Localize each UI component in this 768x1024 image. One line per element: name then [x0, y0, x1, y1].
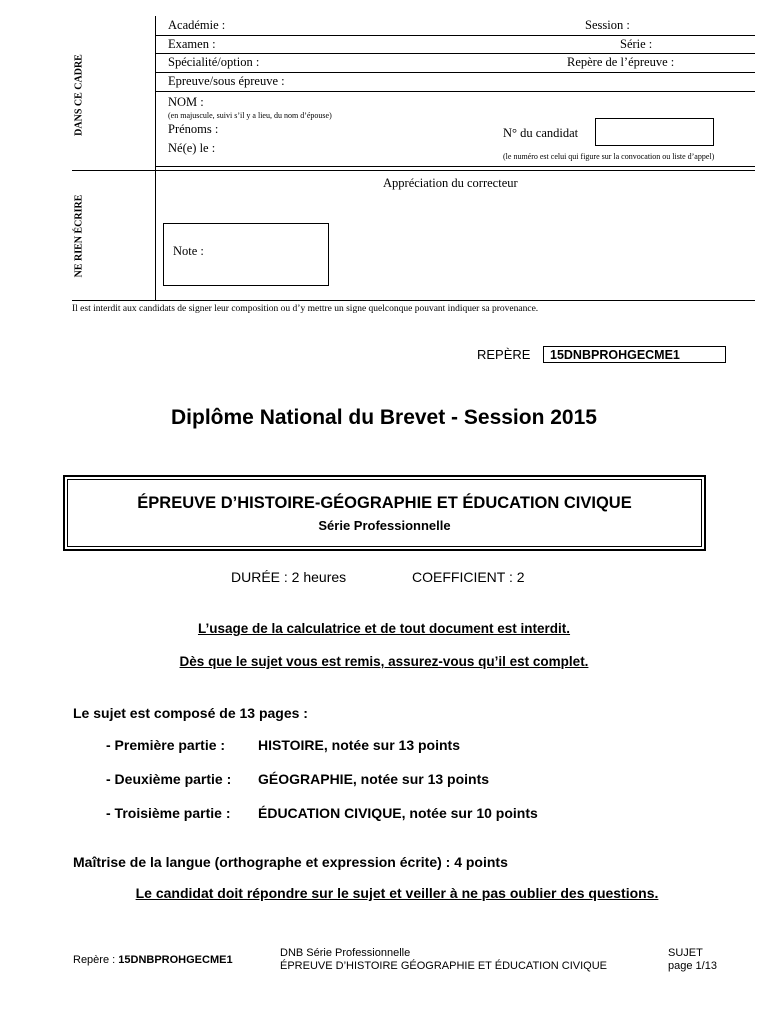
repere-epreuve-field[interactable]: Repère de l’épreuve : — [567, 55, 675, 69]
specialite-field[interactable]: Spécialité/option : — [168, 55, 260, 69]
interdit-notice: Il est interdit aux candidats de signer leur composition ou d’y mettre un signe quelconque pouvant indiquer sa provenance. — [72, 304, 539, 314]
section-divider — [72, 170, 755, 171]
side-label-top: DANS CE CADRE — [73, 54, 85, 136]
session-field[interactable]: Session : — [585, 18, 630, 32]
final-rule: Le candidat doit répondre sur le sujet et veiller à ne pas oublier des questions. — [135, 885, 659, 901]
row-divider — [155, 35, 755, 36]
composition-heading: Le sujet est composé de 13 pages : — [73, 705, 308, 721]
side-label-bottom: NE RIEN ÉCRIRE — [73, 194, 85, 278]
part-label: - Première partie : — [106, 737, 226, 753]
part-desc: ÉDUCATION CIVIQUE, notée sur 10 points — [258, 805, 538, 821]
row-divider — [155, 53, 755, 54]
part-label: - Troisième partie : — [106, 805, 231, 821]
epreuve-title: ÉPREUVE D’HISTOIRE-GÉOGRAPHIE ET ÉDUCATION CIVIQUE — [137, 494, 632, 512]
footer-repere-code: 15DNBPROHGECME1 — [118, 954, 233, 966]
part-label: - Deuxième partie : — [106, 771, 232, 787]
rule-calculatrice: L’usage de la calculatrice et de tout document est interdit. — [197, 621, 571, 636]
prenoms-field[interactable]: Prénoms : — [168, 122, 219, 136]
coefficient: COEFFICIENT : 2 — [412, 569, 525, 585]
row-divider — [155, 166, 755, 167]
repere-code: 15DNBPROHGECME1 — [543, 346, 726, 363]
repere-label: REPÈRE — [477, 347, 531, 362]
row-divider — [155, 91, 755, 92]
epreuve-field[interactable]: Epreuve/sous épreuve : — [168, 74, 285, 88]
note-box[interactable] — [163, 223, 329, 286]
examen-field[interactable]: Examen : — [168, 37, 216, 51]
part-desc: HISTOIRE, notée sur 13 points — [258, 737, 461, 753]
note-label: Note : — [173, 244, 204, 258]
row-divider — [155, 72, 755, 73]
page-title: Diplôme National du Brevet - Session 2015 — [171, 406, 597, 429]
appreciation-label: Appréciation du correcteur — [383, 176, 518, 190]
academie-field[interactable]: Académie : — [168, 18, 226, 32]
frame-bottom-line — [72, 300, 755, 301]
rule-complet: Dès que le sujet vous est remis, assurez-vous qu’il est complet. — [179, 654, 589, 669]
ne-le-field[interactable]: Né(e) le : — [168, 141, 216, 155]
candidat-label: N° du candidat — [503, 126, 579, 140]
nom-hint: (en majuscule, suivi s’il y a lieu, du nom d’épouse) — [168, 111, 332, 120]
serie-field[interactable]: Série : — [620, 37, 653, 51]
frame-left-line — [155, 16, 156, 301]
footer-sujet: SUJET — [668, 947, 703, 959]
epreuve-box — [63, 475, 706, 551]
footer-repere — [73, 954, 233, 966]
footer-page: page 1/13 — [668, 960, 717, 972]
footer-line2: ÉPREUVE D’HISTOIRE GÉOGRAPHIE ET ÉDUCATION CIVIQUE — [280, 960, 608, 972]
duree: DURÉE : 2 heures — [231, 569, 347, 585]
epreuve-subtitle: Série Professionnelle — [318, 518, 451, 533]
part-desc: GÉOGRAPHIE, notée sur 13 points — [258, 771, 490, 787]
nom-field[interactable]: NOM : — [168, 95, 204, 109]
candidat-number-box[interactable] — [595, 118, 714, 146]
epreuve-box-inner-frame — [67, 479, 702, 547]
footer-line1: DNB Série Professionnelle — [280, 947, 411, 959]
footer-repere-label: Repère : — [73, 954, 116, 966]
maitrise-langue: Maîtrise de la langue (orthographe et expression écrite) : 4 points — [73, 854, 508, 870]
candidat-hint: (le numéro est celui qui figure sur la convocation ou liste d’appel) — [503, 152, 715, 161]
